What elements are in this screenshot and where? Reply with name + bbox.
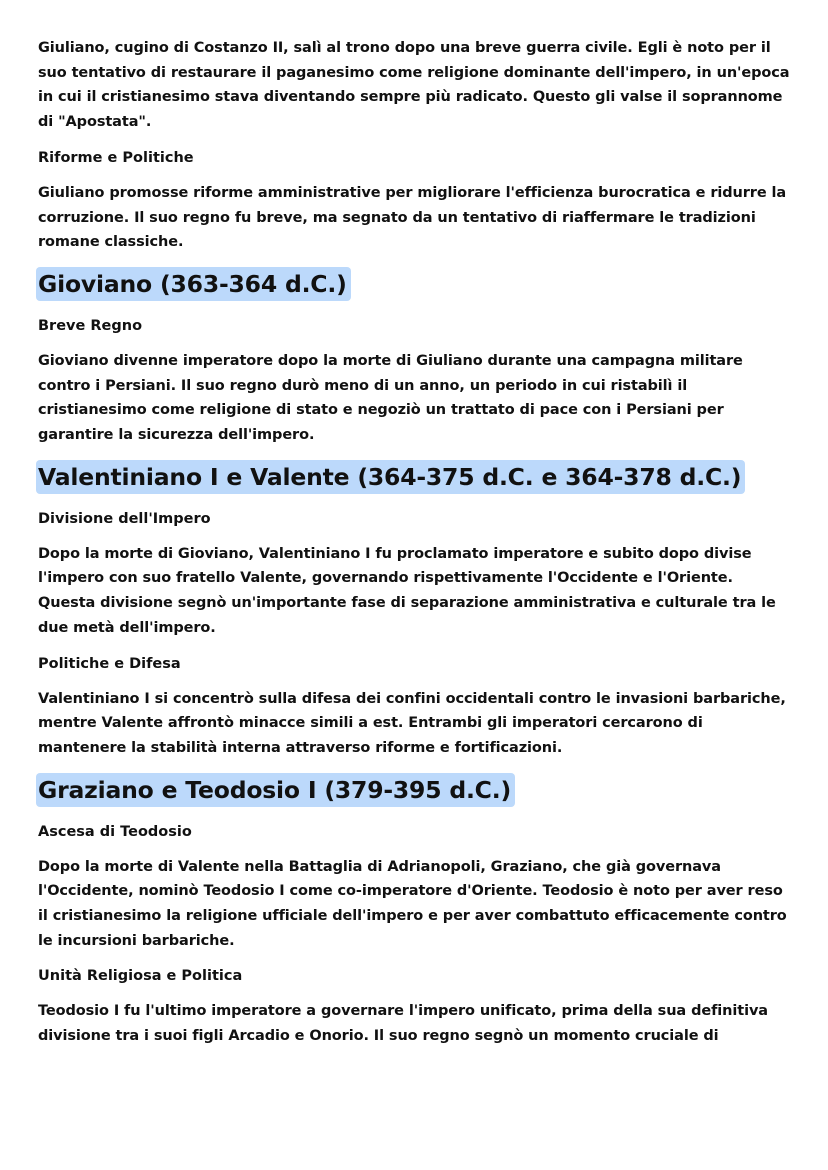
subheading-riforme: Riforme e Politiche: [38, 149, 194, 166]
subheading-ascesa: Ascesa di Teodosio: [38, 823, 192, 840]
riforme-paragraph: Giuliano promosse riforme amministrative per migliorare l'efficienza burocratica e ridurre la corruzione. Il suo regno fu breve, ma segnato da un tentativo di riaffermare le tradizioni romane classiche.: [38, 184, 787, 251]
divisione-paragraph: Dopo la morte di Gioviano, Valentiniano I fu proclamato imperatore e subito dopo divise l'impero con suo fratello Valente, governando rispettivamente l'Occidente e l'Oriente. Questa divisione segnò un'importante fase di separazione amministrativa e culturale tra le due metà dell'impero.: [38, 545, 776, 636]
unita-paragraph: Teodosio I fu l'ultimo imperatore a governare l'impero unificato, prima della sua definitiva divisione tra i suoi figli Arcadio e Onorio. Il suo regno segnò un momento cruciale di: [38, 1003, 768, 1045]
intro-paragraph: Giuliano, cugino di Costanzo II, salì al trono dopo una breve guerra civile. Egli è noto per il suo tentativo di restaurare il paganesimo come religione dominante dell'impero, in un'epoca in cui il cristianesimo stava diventando sempre più radicato. Questo gli valse il soprannome di "Apostata".: [38, 40, 790, 131]
subheading-politiche-difesa: Politiche e Difesa: [38, 655, 181, 672]
section-valentiniano: [38, 460, 794, 498]
section-heading-valentiniano: Valentiniano I e Valente (364-375 d.C. e 364-378 d.C.): [36, 460, 745, 494]
subheading-breve-regno: Breve Regno: [38, 317, 143, 334]
section-gioviano: [38, 267, 794, 305]
subheading-unita: Unità Religiosa e Politica: [38, 968, 243, 985]
breve-regno-paragraph: Gioviano divenne imperatore dopo la morte di Giuliano durante una campagna militare contro i Persiani. Il suo regno durò meno di un anno, un periodo in cui ristabilì il cristianesimo come religione di stato e negoziò un trattato di pace con i Persiani per garantire la sicurezza dell'impero.: [38, 352, 743, 444]
section-graziano: [38, 773, 794, 811]
section-heading-gioviano: Gioviano (363-364 d.C.): [36, 267, 351, 301]
ascesa-paragraph: Dopo la morte di Valente nella Battaglia di Adrianopoli, Graziano, che già governava l'Occidente, nominò Teodosio I come co-imperatore d'Oriente. Teodosio è noto per aver reso il cristianesimo la religione ufficiale dell'impero e per aver combattuto efficacemente contro le incursioni barbariche.: [38, 858, 787, 949]
document-page: [38, 36, 794, 1061]
subheading-divisione: Divisione dell'Impero: [38, 510, 211, 527]
politiche-difesa-paragraph: Valentiniano I si concentrò sulla difesa dei confini occidentali contro le invasioni barbariche, mentre Valente affrontò minacce simili a est. Entrambi gli imperatori cercarono di mantenere la stabilità interna attraverso riforme e fortificazioni.: [38, 690, 786, 756]
section-heading-graziano: Graziano e Teodosio I (379-395 d.C.): [36, 773, 515, 807]
